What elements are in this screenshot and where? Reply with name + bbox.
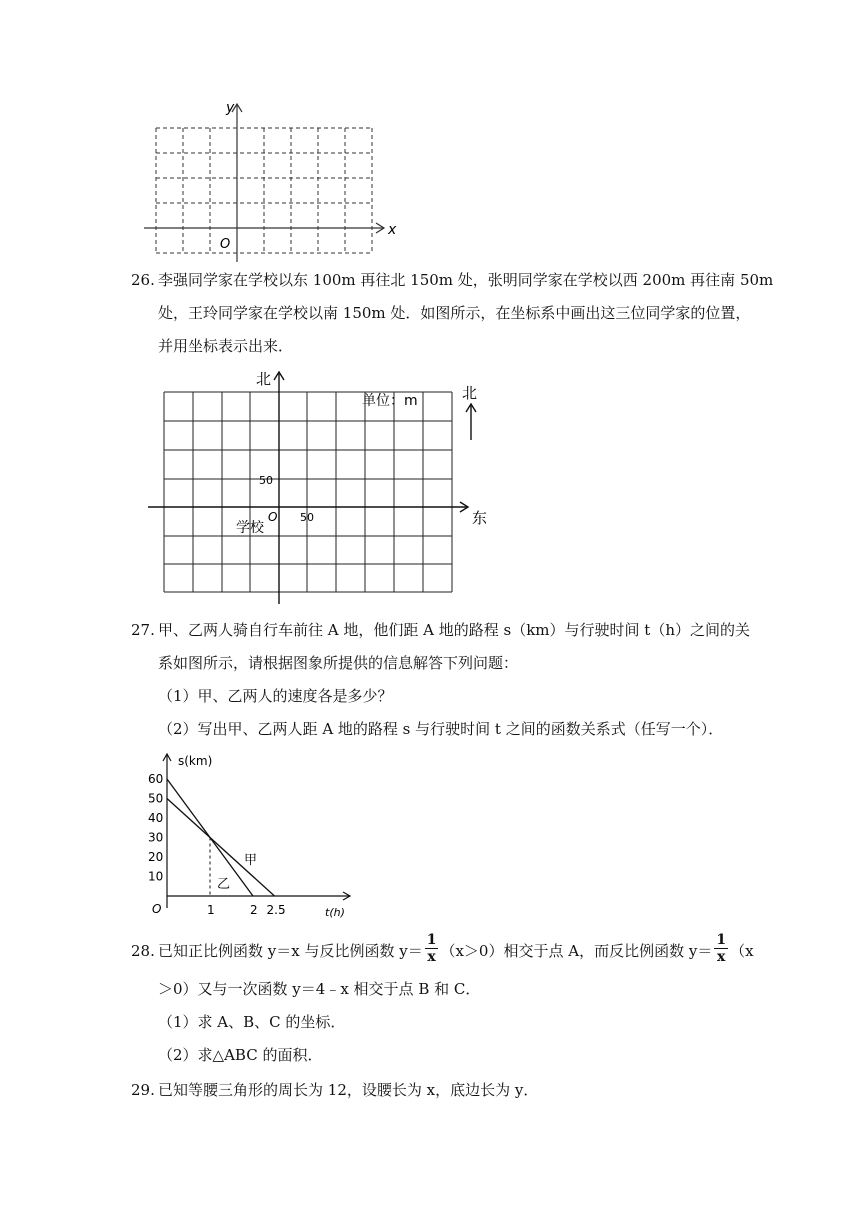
q27-sub-question-2: （2）写出甲、乙两人距 A 地的路程 s 与行驶时间 t 之间的函数关系式（任写一个）． [158,720,724,738]
y-tick-label: 30 [148,830,164,845]
origin-label: O [152,902,162,916]
q28-sub-question-1: （1）求 A、B、C 的坐标． [158,1013,346,1031]
series-label-yi: 乙 [217,877,231,892]
x-tick-label: 50 [300,511,314,524]
fraction-one-over-x: $\frac{1}{x}$ [716,931,727,965]
distance-time-chart [140,748,370,928]
q28-text-part-c: （x [730,942,754,960]
q28-text-line2: ＞0）又与一次函数 y＝4﹣x 相交于点 B 和 C． [158,980,481,998]
q27-text-line2: 系如图所示，请根据图象所提供的信息解答下列问题： [158,654,519,672]
series-label-jia: 甲 [244,853,258,868]
x-tick-label: 1 [207,903,215,917]
q28-sub-question-2: （2）求△ABC 的面积． [158,1046,323,1064]
y-tick-label: 20 [148,850,164,864]
y-tick-label: 50 [148,791,164,806]
q26-text-line1: 李强同学家在学校以东 100m 再往北 150m 处，张明同学家在学校以西 200m 再往南 50m [158,271,774,289]
east-axis-label: 东 [472,509,488,527]
y-tick-label: 50 [259,474,273,487]
compass-north-label: 北 [462,384,478,402]
figure1-coordinate-grid [140,96,410,266]
q26-text-line3: 并用坐标表示出来． [158,337,294,355]
x-axis-label: t(h) [325,906,345,919]
figure2-school-map-grid [140,368,500,608]
y-axis-label: s(km) [178,754,213,768]
q28-text-line1 [158,931,754,969]
y-tick-label: 10 [148,869,164,884]
q28-text-part-b: （x＞0）相交于点 A，而反比例函数 y＝ [440,942,713,960]
origin-label: O [220,237,231,252]
question-number: 26. [131,271,155,289]
x-axis-label: x [388,222,397,238]
q26-text-line2: 处，王玲同学家在学校以南 150m 处．如图所示，在坐标系中画出这三位同学家的位置， [158,304,751,322]
x-tick-label: 2 [250,903,258,917]
origin-label: O [268,510,278,524]
y-tick-label: 40 [148,811,164,825]
question-number: 27. [131,621,155,639]
y-tick-label: 60 [148,772,164,786]
q27-sub-question-1: （1）甲、乙两人的速度各是多少？ [158,687,393,705]
unit-label: 单位：m [362,393,418,409]
fraction-one-over-x: $\frac{1}{x}$ [426,931,437,965]
question-number: 29. [131,1081,155,1099]
school-label: 学校 [236,520,264,536]
x-tick-label: 2.5 [266,903,286,917]
question-number: 28. [131,942,155,960]
q29-text-line1: 已知等腰三角形的周长为 12，设腰长为 x，底边长为 y． [158,1081,539,1099]
q28-text-part-a: 已知正比例函数 y＝x 与反比例函数 y＝ [158,942,423,960]
q27-text-line1: 甲、乙两人骑自行车前往 A 地，他们距 A 地的路程 s（km）与行驶时间 t（h）之间的关 [158,621,750,639]
north-axis-label: 北 [256,370,272,388]
y-axis-label: y [226,100,235,116]
